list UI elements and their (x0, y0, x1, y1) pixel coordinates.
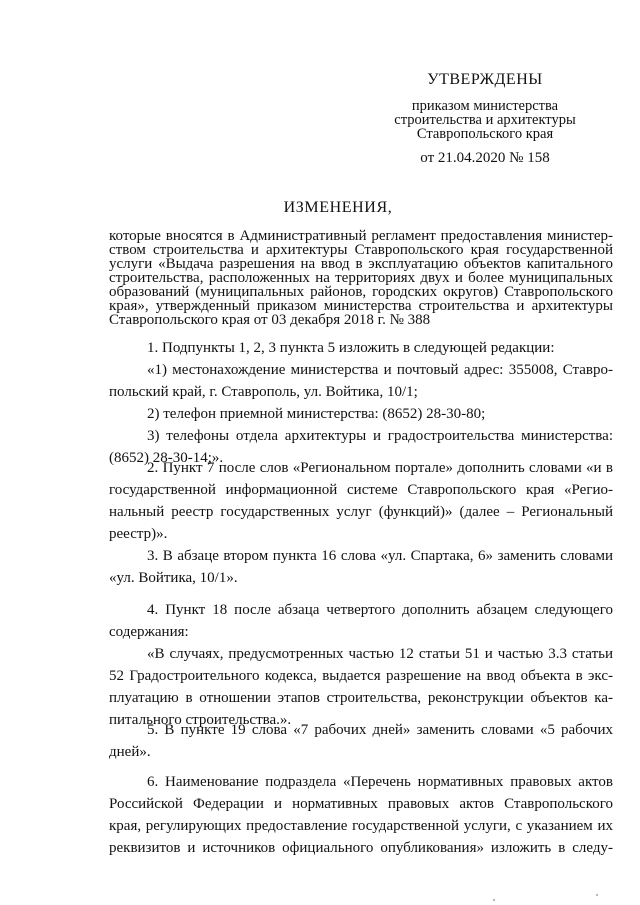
section-line: края, регулирующих предоставление государственной услуги, с указанием их (109, 818, 613, 834)
approval-line-2: строительства и архитектуры (394, 112, 576, 128)
section-2 (109, 457, 613, 545)
intro-line: строительства, расположенных на территориях двух и более муниципальных (109, 270, 613, 286)
section-line: Российской Федерации и нормативных правовых актов Ставропольского (109, 796, 613, 812)
intro-paragraph (109, 229, 613, 327)
intro-line: которые вносятся в Административный регламент предоставления министер- (109, 228, 613, 244)
section-line: 5. В пункте 19 слова «7 рабочих дней» заменить словами «5 рабочих (147, 722, 613, 738)
scan-speck (493, 899, 495, 901)
approval-date: от 21.04.2020 № 158 (420, 150, 550, 166)
intro-line: услуги «Выдача разрешения на ввод в эксплуатацию объектов капитального (109, 256, 613, 272)
section-line: польский край, г. Ставрополь, ул. Войтика, 10/1; (109, 384, 418, 400)
section-line: плуатацию в отношении этапов строительства, реконструкции объектов ка- (109, 690, 613, 706)
section-6 (109, 771, 613, 859)
approval-title: УТВЕРЖДЕНЫ (427, 71, 543, 88)
approval-line-3: Ставропольского края (416, 126, 554, 142)
section-line: 3) телефоны отдела архитектуры и градостроительства министерства: (147, 428, 613, 444)
section-1 (109, 337, 613, 469)
section-5 (109, 719, 613, 763)
section-line: государственной информационной системе Ставропольского края «Регио- (109, 482, 613, 498)
document-title: ИЗМЕНЕНИЯ, (283, 199, 393, 216)
section-line: «1) местонахождение министерства и почтовый адрес: 355008, Ставро- (147, 362, 613, 378)
section-line: 2) телефон приемной министерства: (8652) 28-30-80; (147, 406, 486, 422)
section-line: реквизитов и источников официального опубликования» изложить в следу- (109, 840, 613, 856)
section-line: 2. Пункт 7 после слов «Региональном портале» дополнить словами «и в (147, 460, 613, 476)
intro-line: края», утвержденный приказом министерства строительства и архитектуры (109, 298, 613, 314)
section-line: реестр)». (109, 526, 168, 542)
section-line: 6. Наименование подраздела «Перечень нормативных правовых актов (147, 774, 613, 790)
intro-line: образований (муниципальных районов, городских округов) Ставропольского (109, 284, 613, 300)
section-line: 4. Пункт 18 после абзаца четвертого дополнить абзацем следующего (147, 602, 613, 618)
intro-line: Ставропольского края от 03 декабря 2018 г. № 388 (109, 312, 431, 328)
section-line: 3. В абзаце втором пункта 16 слова «ул. Спартака, 6» заменить словами (147, 548, 613, 564)
approval-line-1: приказом министерства (411, 98, 559, 114)
scan-speck (596, 894, 598, 896)
section-line: 52 Градостроительного кодекса, выдается разрешение на ввод объекта в экс- (109, 668, 613, 684)
intro-line: ством строительства и архитектуры Ставропольского края государственной (109, 242, 613, 258)
section-line: «ул. Войтика, 10/1». (109, 570, 238, 586)
section-line: (8652) 28-30-14;». (109, 450, 224, 466)
section-4 (109, 599, 613, 731)
section-line: содержания: (109, 624, 189, 640)
section-line: «В случаях, предусмотренных частью 12 статьи 51 и частью 3.3 статьи (147, 646, 613, 662)
section-line: дней». (109, 744, 151, 760)
section-line: нальный реестр государственных услуг (функций)» (далее – Региональный (109, 504, 613, 520)
section-line: 1. Подпункты 1, 2, 3 пункта 5 изложить в следующей редакции: (147, 340, 555, 356)
section-3 (109, 545, 613, 589)
section-line: питального строительства.». (109, 712, 292, 728)
